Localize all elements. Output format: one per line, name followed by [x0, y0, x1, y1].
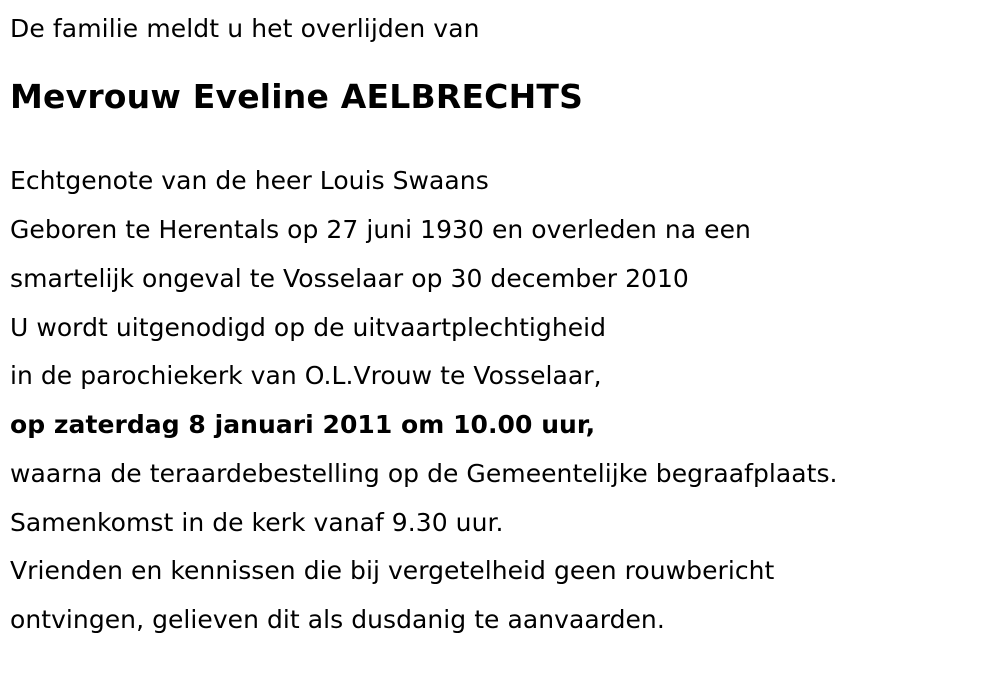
notice-body	[10, 157, 982, 645]
notice-body-line: Samenkomst in de kerk vanaf 9.30 uur.	[10, 507, 504, 537]
notice-body-line: ontvingen, gelieven dit als dusdanig te aanvaarden.	[10, 605, 665, 635]
notice-body-line: Echtgenote van de heer Louis Swaans	[10, 166, 489, 196]
notice-body-line: waarna de teraardebestelling op de Gemeentelijke begraafplaats.	[10, 458, 838, 488]
notice-body-line: U wordt uitgenodigd op de uitvaartplechtigheid	[10, 312, 607, 342]
deceased-name: Mevrouw Eveline AELBRECHTS	[10, 76, 584, 116]
notice-intro-line: De familie meldt u het overlijden van	[10, 14, 480, 43]
notice-body-line: smartelijk ongeval te Vosselaar op 30 december 2010	[10, 263, 689, 293]
notice-body-line: op zaterdag 8 januari 2011 om 10.00 uur,	[10, 410, 596, 440]
notice-body-line: in de parochiekerk van O.L.Vrouw te Vosselaar,	[10, 361, 602, 391]
notice-body-line: Vrienden en kennissen die bij vergetelheid geen rouwbericht	[10, 556, 775, 586]
notice-body-line: Geboren te Herentals op 27 juni 1930 en overleden na een	[10, 215, 751, 245]
